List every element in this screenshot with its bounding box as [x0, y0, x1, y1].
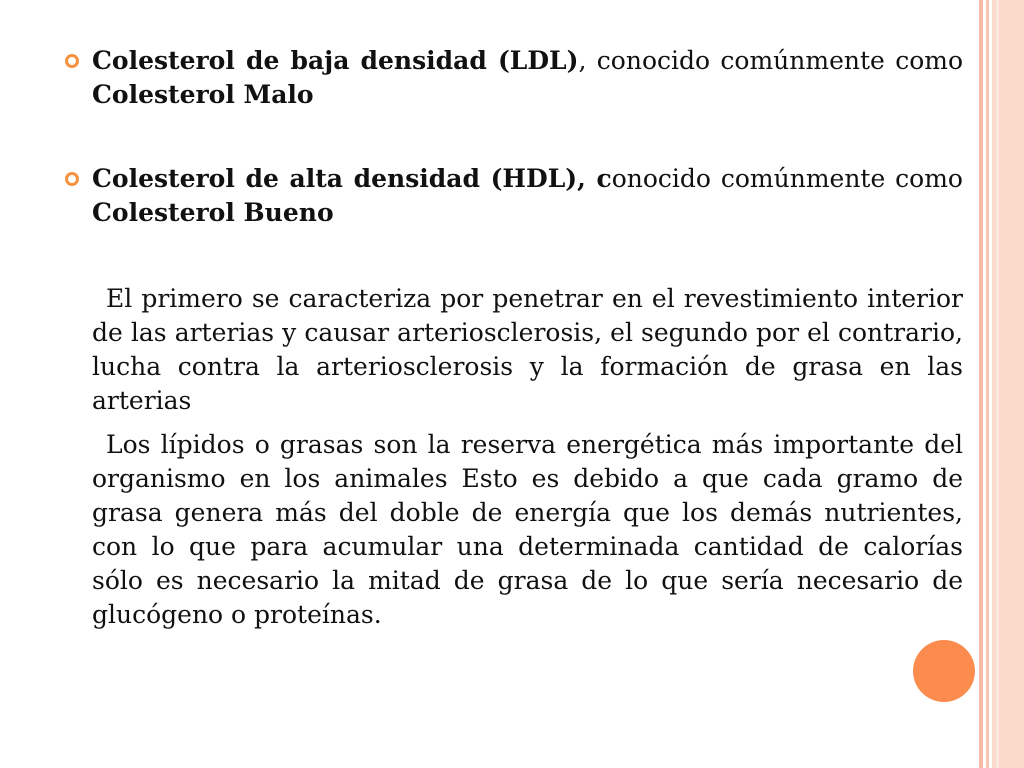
bullet-hdl-tail: Colesterol Bueno: [92, 198, 334, 227]
bullet-hdl: [92, 162, 963, 230]
bullet-ldl-lead: Colesterol de baja densidad (LDL): [92, 46, 579, 75]
border-stripe: [979, 0, 983, 768]
bullet-ring-icon: [65, 172, 79, 186]
bullet-ldl-mid: , conocido comúnmente como: [578, 46, 963, 75]
bullet-ldl: [92, 44, 963, 112]
border-stripe: [986, 0, 989, 768]
slide-content: [92, 44, 963, 632]
bullet-ring-icon: [65, 54, 79, 68]
paragraph-lipids-energy: Los lípidos o grasas son la reserva energética más importante del organismo en los animales Esto es debido a que cada gramo de grasa genera más del doble de energía que los demás nutrientes, con lo que para acumular una determinada cantidad de calorías sólo es necesario la mitad de grasa de lo que sería necesario de glucógeno o proteínas.: [92, 430, 963, 629]
bullet-ldl-tail: Colesterol Malo: [92, 80, 314, 109]
accent-circle-icon: [913, 640, 975, 702]
paragraph-first-vs-second: El primero se caracteriza por penetrar en el revestimiento interior de las arterias y causar arteriosclerosis, el segundo por el contrario, lucha contra la arteriosclerosis y la formación de grasa en las arterias: [92, 284, 963, 415]
border-stripe: [996, 0, 999, 768]
bullet-hdl-lead: Colesterol de alta densidad (HDL), c: [92, 164, 612, 193]
bullet-hdl-mid: onocido comúnmente como: [611, 164, 963, 193]
